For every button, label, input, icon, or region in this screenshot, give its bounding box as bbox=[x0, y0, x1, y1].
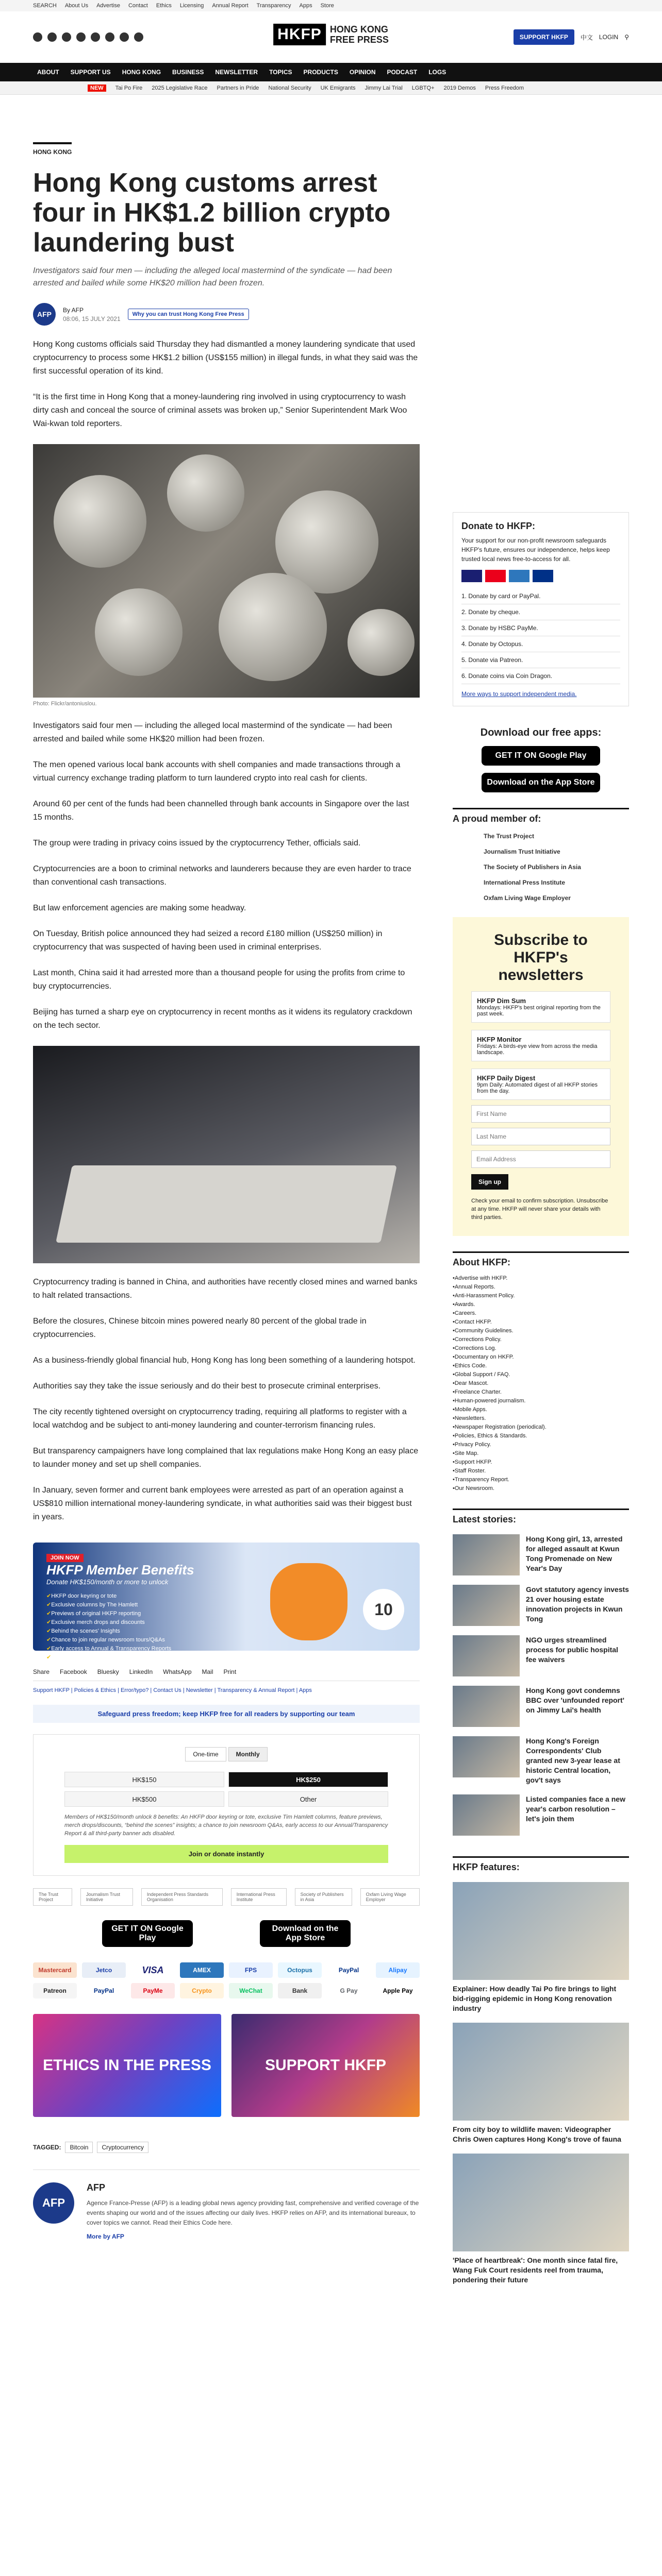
latest-title: Latest stories: bbox=[453, 1509, 629, 1525]
sidebar bbox=[453, 95, 629, 2285]
support-button[interactable]: SUPPORT HKFP bbox=[514, 29, 574, 45]
feature-story[interactable] bbox=[453, 2154, 629, 2285]
last-name-field[interactable]: Last Name bbox=[471, 1128, 610, 1145]
about-link[interactable]: • Anti-Harassment Policy. bbox=[453, 1292, 629, 1300]
about-link[interactable]: • Staff Roster. bbox=[453, 1467, 629, 1476]
topbar-store[interactable]: Store bbox=[320, 3, 334, 9]
x-icon[interactable] bbox=[47, 32, 57, 42]
latest-story[interactable] bbox=[453, 1686, 629, 1727]
newsletter-name: HKFP Dim Sum bbox=[477, 997, 526, 1005]
more-ways-link[interactable]: More ways to support independent media. bbox=[461, 690, 577, 698]
member-logo[interactable]: The Society of Publishers in Asia bbox=[484, 863, 581, 871]
footer-links[interactable]: Support HKFP | Policies & Ethics | Error/typo? | Contact Us | Newsletter | Transparency & Annual Report | Apps bbox=[33, 1687, 312, 1693]
payment-icon[interactable]: PayPal bbox=[82, 1983, 126, 1998]
about-link[interactable]: • Dear Mascot. bbox=[453, 1379, 629, 1388]
payment-methods bbox=[33, 1962, 420, 1998]
paragraph: In January, seven former and current bank employees were arrested as part of an operation against a US$810 million international money-laundering syndicate, in what authorities said was their biggest bust in years. bbox=[33, 1486, 412, 1521]
newsletter-title: Subscribe to HKFP's newsletters bbox=[494, 931, 588, 984]
share-bluesky[interactable]: Bluesky bbox=[97, 1668, 119, 1675]
topbar-search[interactable]: SEARCH bbox=[33, 3, 57, 9]
share-print[interactable]: Print bbox=[223, 1668, 237, 1675]
bluesky-icon[interactable] bbox=[120, 32, 129, 42]
paragraph: Last month, China said it had arrested more than a thousand people for using the profits from crime to buy cryptocurrencies. bbox=[33, 969, 405, 991]
trending-item[interactable]: National Security bbox=[268, 84, 311, 91]
nav-about[interactable]: ABOUT bbox=[37, 69, 59, 76]
donate-note: Members of HK$150/month unlock 8 benefits: An HKFP door keyring or tote, exclusive Tim Hamlett columns, feature previews, merch drops/discounts, “behind the scenes” insights; a chance to join newsroom Q&As, early access to our Annual/Transparency Report & all third-party banner ads disabled. bbox=[64, 1814, 388, 1837]
article-title: Hong Kong customs arrest four in HK$1.2 billion crypto laundering bust bbox=[33, 168, 391, 258]
story-title[interactable]: Listed companies face a new year's carbon resolution – let's join them bbox=[526, 1795, 625, 1823]
newsletter-desc: Fridays: A birds-eye view from across the media landscape. bbox=[477, 1043, 598, 1056]
first-name-field[interactable]: First Name bbox=[471, 1105, 610, 1123]
logo-line1: HONG KONG bbox=[329, 24, 388, 35]
story-thumbnail[interactable] bbox=[453, 1585, 520, 1626]
trending-item[interactable]: Press Freedom bbox=[485, 84, 524, 91]
author-box-name[interactable]: AFP bbox=[87, 2182, 105, 2193]
newsletter-name: HKFP Monitor bbox=[477, 1036, 522, 1043]
ethics-promo[interactable]: ETHICS IN THE PRESS bbox=[33, 2014, 221, 2117]
benefit-item: ✔ Chance to join regular newsroom tours/Q&As bbox=[46, 1636, 406, 1645]
paragraph: Cryptocurrencies are a boon to criminal networks and launderers because they are even harder to trace than conventional cash transactions. bbox=[33, 865, 411, 887]
story-title[interactable]: Hong Kong girl, 13, arrested for alleged assault at Kwun Tong Promenade on New Year's Day bbox=[526, 1535, 623, 1572]
paragraph: The men opened various local bank accounts with shell companies and made transactions through a virtual currency exchange trading platform to turn laundered crypto into real cash for clients. bbox=[33, 760, 401, 783]
benefit-item: ✔ HKFP door keyring or tote bbox=[46, 1592, 406, 1601]
newsletter-name: HKFP Daily Digest bbox=[477, 1074, 536, 1082]
trending-item[interactable]: Jimmy Lai Trial bbox=[365, 84, 403, 91]
paragraph: But law enforcement agencies are making some headway. bbox=[33, 904, 246, 912]
support-promo[interactable]: SUPPORT HKFP bbox=[231, 2014, 420, 2117]
trending-bar bbox=[0, 81, 662, 95]
payment-icon[interactable]: Octopus bbox=[278, 1962, 322, 1978]
benefit-item: ✔ Exclusive merch drops and discounts bbox=[46, 1618, 406, 1627]
share-mail[interactable]: Mail bbox=[202, 1668, 213, 1675]
feature-title[interactable]: 'Place of heartbreak': One month since fatal fire, Wang Fuk Court residents reel from trauma, pondering their future bbox=[453, 2256, 618, 2284]
payment-icon[interactable]: PayPal bbox=[327, 1962, 371, 1978]
about-link[interactable]: • Privacy Policy. bbox=[453, 1440, 629, 1449]
one-time-tab[interactable]: One-time bbox=[185, 1747, 226, 1761]
topbar-ethics[interactable]: Ethics bbox=[156, 3, 172, 9]
donate-method[interactable]: 3. Donate by HSBC PayMe. bbox=[461, 620, 620, 636]
about-link[interactable]: • Awards. bbox=[453, 1300, 629, 1309]
payment-icon[interactable]: PayMe bbox=[131, 1983, 175, 1998]
share-facebook[interactable]: Facebook bbox=[60, 1668, 87, 1675]
donate-method[interactable]: 6. Donate coins via Coin Dragon. bbox=[461, 668, 620, 684]
tags bbox=[33, 2142, 420, 2153]
latest-story[interactable] bbox=[453, 1736, 629, 1785]
byline bbox=[33, 303, 420, 326]
about-link[interactable]: • Contact HKFP. bbox=[453, 1318, 629, 1327]
paragraph: Investigators said four men — including the alleged local mastermind of the syndicate — had been arrested and bailed while some HK$20 million had been frozen. bbox=[33, 721, 392, 743]
share-label: Share bbox=[33, 1668, 50, 1675]
about-link[interactable]: • Annual Reports. bbox=[453, 1283, 629, 1292]
payment-icon[interactable]: Crypto bbox=[180, 1983, 224, 1998]
about-link[interactable]: • Site Map. bbox=[453, 1449, 629, 1458]
nav-hong-kong[interactable]: HONG KONG bbox=[122, 69, 161, 76]
trending-item[interactable]: LGBTQ+ bbox=[411, 84, 435, 91]
anniversary-badge: 10 bbox=[363, 1589, 404, 1630]
author-name[interactable]: By AFP bbox=[63, 306, 84, 314]
mascot-image bbox=[270, 1563, 347, 1640]
donate-text: Your support for our non-profit newsroom safeguards HKFP's future, ensures our independence, helps keep trusted local news free-to-access for all. bbox=[461, 537, 610, 563]
about-link[interactable]: • Human-powered journalism. bbox=[453, 1397, 629, 1405]
signup-note: Check your email to confirm subscription. Unsubscribe at any time. HKFP will never share your details with third parties. bbox=[471, 1198, 608, 1221]
about-link[interactable]: • Global Support / FAQ. bbox=[453, 1370, 629, 1379]
bitcoin-photo bbox=[33, 444, 420, 698]
threads-icon[interactable] bbox=[105, 32, 114, 42]
member-logo[interactable]: The Trust Project bbox=[484, 833, 535, 840]
about-link[interactable]: • Policies, Ethics & Standards. bbox=[453, 1432, 629, 1440]
about-link[interactable]: • Corrections Log. bbox=[453, 1344, 629, 1353]
photo-caption: Photo: Flickr/antoniuslou. bbox=[33, 701, 97, 707]
feature-thumbnail[interactable] bbox=[453, 2154, 629, 2251]
about-link[interactable]: • Corrections Policy. bbox=[453, 1335, 629, 1344]
benefits-list bbox=[46, 1592, 406, 1662]
payment-icon[interactable]: WeChat bbox=[229, 1983, 273, 1998]
share-linkedin[interactable]: LinkedIn bbox=[129, 1668, 153, 1675]
topbar-about[interactable]: About Us bbox=[64, 3, 89, 9]
feature-title[interactable]: Explainer: How deadly Tai Po fire brings to light bid-rigging epidemic in Hong Kong renovation industry bbox=[453, 1985, 617, 2012]
features-title: HKFP features: bbox=[453, 1856, 629, 1873]
sidebar-donate bbox=[453, 512, 629, 706]
payment-icon[interactable]: Apple Pay bbox=[376, 1983, 420, 1998]
topbar-transparency[interactable]: Transparency bbox=[256, 3, 291, 9]
apps-title: Download our free apps: bbox=[480, 727, 602, 738]
site-header bbox=[0, 11, 662, 63]
member-logo[interactable]: International Press Institute bbox=[484, 879, 566, 886]
instagram-icon[interactable] bbox=[62, 32, 71, 42]
banner-title: HKFP Member Benefits bbox=[46, 1562, 194, 1578]
amount-option[interactable]: HK$150 bbox=[64, 1772, 224, 1787]
paragraph: On Tuesday, British police announced they had seized a record £180 million (US$250 million) in cryptocurrency that was suspected of having been used in criminal enterprises. bbox=[33, 929, 383, 952]
partner-logo[interactable]: International Press Institute bbox=[231, 1888, 287, 1906]
signup-button[interactable]: Sign up bbox=[471, 1174, 508, 1190]
trending-item[interactable]: Tai Po Fire bbox=[115, 84, 143, 91]
about-link[interactable]: • Community Guidelines. bbox=[453, 1327, 629, 1335]
donate-method[interactable]: 1. Donate by card or PayPal. bbox=[461, 588, 620, 604]
benefit-item: ✔ Early access to Annual & Transparency Reports bbox=[46, 1645, 406, 1653]
article bbox=[33, 95, 420, 2285]
sidebar-app-store[interactable]: Download on the App Store bbox=[482, 773, 600, 792]
feature-title[interactable]: From city boy to wildlife maven: Videographer Chris Owen captures Hong Kong's trove of fauna bbox=[453, 2125, 621, 2143]
about-title: About HKFP: bbox=[453, 1251, 629, 1268]
paragraph: The group were trading in privacy coins issued by the cryptocurrency Tether, officials said. bbox=[33, 839, 361, 848]
paragraph: Cryptocurrency trading is banned in China, and authorities have recently closed mines and warned banks to halt related transactions. bbox=[33, 1278, 418, 1300]
logo-mark: HKFP bbox=[273, 24, 326, 45]
share-whatsapp[interactable]: WhatsApp bbox=[163, 1668, 192, 1675]
trending-item[interactable]: 2019 Demos bbox=[443, 84, 476, 91]
topbar-apps[interactable]: Apps bbox=[299, 3, 312, 9]
story-thumbnail[interactable] bbox=[453, 1794, 520, 1836]
search-icon[interactable]: ⚲ bbox=[624, 33, 629, 41]
donate-method[interactable]: 5. Donate via Patreon. bbox=[461, 652, 620, 668]
about-link[interactable]: • Support HKFP. bbox=[453, 1458, 629, 1467]
benefit-item: ✔ Exclusive columns by The Hamlett bbox=[46, 1601, 406, 1609]
facebook-icon[interactable] bbox=[33, 32, 42, 42]
paragraph: But transparency campaigners have long complained that lax regulations make Hong Kong an easy place to launder money and set up shell companies. bbox=[33, 1447, 419, 1469]
paragraph: Before the closures, Chinese bitcoin mines powered nearly 80 percent of the global trade in cryptocurrencies. bbox=[33, 1317, 367, 1339]
main-nav bbox=[0, 63, 662, 81]
story-title[interactable]: NGO urges streamlined process for public hospital fee waivers bbox=[526, 1636, 618, 1664]
about-link[interactable]: • Advertise with HKFP. bbox=[453, 1274, 629, 1283]
about-link[interactable]: • Ethics Code. bbox=[453, 1362, 629, 1370]
feature-story[interactable] bbox=[453, 2023, 629, 2144]
story-title[interactable]: Govt statutory agency invests 21 over housing estate innovation projects in Kwun Tong bbox=[526, 1585, 629, 1623]
author-box-avatar[interactable]: AFP bbox=[33, 2182, 74, 2224]
nav-opinion[interactable]: OPINION bbox=[349, 69, 376, 76]
about-list bbox=[453, 1274, 629, 1493]
story-thumbnail[interactable] bbox=[453, 1686, 520, 1727]
payment-icon[interactable]: G Pay bbox=[327, 1983, 371, 1998]
member-benefits-banner[interactable] bbox=[33, 1543, 420, 1660]
join-donate-button[interactable]: Join or donate instantly bbox=[64, 1845, 388, 1863]
payment-icon[interactable]: Jetco bbox=[82, 1962, 126, 1978]
nav-business[interactable]: BUSINESS bbox=[172, 69, 204, 76]
story-title[interactable]: Hong Kong's Foreign Correspondents' Club granted new 3-year lease at historic Central location, gov't says bbox=[526, 1737, 620, 1784]
trending-item[interactable]: UK Emigrants bbox=[320, 84, 356, 91]
newsletter-option[interactable] bbox=[471, 1030, 610, 1061]
nav-newsletter[interactable]: NEWSLETTER bbox=[215, 69, 258, 76]
new-badge: NEW bbox=[88, 84, 106, 92]
newsletter-signup bbox=[453, 917, 629, 1236]
trust-link[interactable]: Why you can trust Hong Kong Free Press bbox=[128, 309, 249, 320]
paragraph: “It is the first time in Hong Kong that a money-laundering ring involved in using cryptocurrency to wash dirty cash and conceal the source of criminal assets was broken up,” Senior Superintendent Mark Woo Wai-kwan told reporters. bbox=[33, 393, 407, 428]
tag-link[interactable]: Bitcoin bbox=[65, 2142, 93, 2153]
feature-thumbnail[interactable] bbox=[453, 2023, 629, 2121]
donate-widget bbox=[33, 1734, 420, 1876]
amount-option[interactable]: HK$250 bbox=[228, 1772, 388, 1787]
publish-date: 08:06, 15 JULY 2021 bbox=[63, 315, 121, 323]
share-bar bbox=[33, 1668, 420, 1681]
paragraph: Authorities say they take the issue seriously and do their best to prosecute criminal enterprises. bbox=[33, 1382, 381, 1391]
trending-item[interactable]: 2025 Legislative Race bbox=[152, 84, 208, 91]
payment-icon[interactable]: FPS bbox=[229, 1962, 273, 1978]
language-link[interactable]: 中文 bbox=[580, 33, 593, 41]
story-thumbnail[interactable] bbox=[453, 1635, 520, 1676]
utility-bar bbox=[0, 0, 662, 11]
author-bio: Agence France-Presse (AFP) is a leading global news agency providing fast, comprehensive and verified coverage of the events shaping our world and of the issues affecting our daily lives. HKFP relies on AFP, and its international bureaux, to cover topics we cannot. Read their Ethics Code here. bbox=[87, 2199, 419, 2226]
payment-icon[interactable]: Mastercard bbox=[33, 1962, 77, 1978]
about-link[interactable]: • Transparency Report. bbox=[453, 1476, 629, 1484]
newsletter-desc: Mondays: HKFP's best original reporting from the past week. bbox=[477, 1005, 601, 1017]
social-icons bbox=[33, 32, 143, 42]
youtube-icon[interactable] bbox=[76, 32, 86, 42]
partner-logo[interactable]: Oxfam Living Wage Employer bbox=[360, 1888, 420, 1906]
payment-icon[interactable]: Alipay bbox=[376, 1962, 420, 1978]
about-link[interactable]: • Freelance Charter. bbox=[453, 1388, 629, 1397]
logo-text bbox=[330, 24, 389, 45]
paragraph: Hong Kong customs officials said Thursday they had dismantled a money laundering syndicate that used cryptocurrency to process some HK$1.2 billion (US$155 million) in illegal funds, in what they said was the first successful operation of its kind. bbox=[33, 340, 418, 376]
more-by-author[interactable]: More by AFP bbox=[87, 2233, 124, 2240]
nav-products[interactable]: PRODUCTS bbox=[303, 69, 338, 76]
nav-topics[interactable]: TOPICS bbox=[269, 69, 292, 76]
benefit-item: ✔ Previews of original HKFP reporting bbox=[46, 1609, 406, 1618]
tags-label: TAGGED: bbox=[33, 2144, 61, 2151]
card-icons bbox=[461, 570, 620, 582]
amount-option[interactable]: HK$500 bbox=[64, 1791, 224, 1807]
nav-logs[interactable]: LOGS bbox=[428, 69, 446, 76]
partner-logo[interactable]: Society of Publishers in Asia bbox=[295, 1888, 352, 1906]
payment-icon[interactable]: Bank bbox=[278, 1983, 322, 1998]
latest-story[interactable] bbox=[453, 1585, 629, 1626]
latest-story[interactable] bbox=[453, 1794, 629, 1836]
donate-method[interactable]: 2. Donate by cheque. bbox=[461, 604, 620, 620]
trending-item[interactable]: Partners in Pride bbox=[217, 84, 259, 91]
benefit-item: ✔ Behind the scenes' Insights bbox=[46, 1627, 406, 1636]
category-kicker[interactable]: HONG KONG bbox=[33, 142, 72, 156]
site-logo[interactable] bbox=[273, 24, 389, 45]
member-logo[interactable]: Journalism Trust Initiative bbox=[484, 848, 560, 855]
nav-podcast[interactable]: PODCAST bbox=[387, 69, 418, 76]
login-link[interactable]: LOGIN bbox=[599, 33, 619, 41]
about-link[interactable]: • Mobile Apps. bbox=[453, 1405, 629, 1414]
keyboard-photo bbox=[33, 1046, 420, 1263]
email-field[interactable]: Email Address bbox=[471, 1150, 610, 1168]
telegram-icon[interactable] bbox=[91, 32, 100, 42]
story-thumbnail[interactable] bbox=[453, 1736, 520, 1777]
about-link[interactable]: • Careers. bbox=[453, 1309, 629, 1318]
newsletter-option[interactable] bbox=[471, 991, 610, 1023]
app-store-button[interactable]: Download on the App Store bbox=[260, 1920, 351, 1947]
banner-subtitle: Donate HK$150/month or more to unlock bbox=[46, 1578, 169, 1586]
author-box bbox=[33, 2170, 420, 2240]
paragraph: Around 60 per cent of the funds had been channelled through bank accounts in Singapore over the last 15 months. bbox=[33, 800, 409, 822]
topbar-advertise[interactable]: Advertise bbox=[96, 3, 120, 9]
story-title[interactable]: Hong Kong govt condemns BBC over 'unfounded report' on Jimmy Lai's health bbox=[526, 1686, 624, 1714]
partner-logo[interactable]: The Trust Project bbox=[33, 1888, 72, 1906]
donate-title: Donate to HKFP: bbox=[461, 521, 535, 531]
paragraph: The city recently tightened oversight on cryptocurrency trading, requiring all platforms to register with a local watchdog and be subject to anti-money laundering and counter-terrorism financing rules. bbox=[33, 1408, 407, 1430]
sidebar-google-play[interactable]: GET IT ON Google Play bbox=[482, 746, 600, 766]
proud-member-title: A proud member of: bbox=[453, 808, 629, 824]
about-link[interactable]: • Newsletters. bbox=[453, 1414, 629, 1423]
tag-link[interactable]: Cryptocurrency bbox=[97, 2142, 148, 2153]
payment-icon[interactable]: VISA bbox=[131, 1962, 175, 1978]
benefit-item: ✔ All third party banner ads disabled bbox=[46, 1653, 406, 1662]
newsletter-desc: 9pm Daily: Automated digest of all HKFP stories from the day. bbox=[477, 1082, 598, 1094]
paragraph: Beijing has turned a sharp eye on cryptocurrency in recent months as it widens its regulatory crackdown on the tech sector. bbox=[33, 1008, 412, 1030]
paragraph: As a business-friendly global financial hub, Hong Kong has long been something of a laundering hotspot. bbox=[33, 1356, 416, 1365]
payment-icon[interactable]: AMEX bbox=[180, 1962, 224, 1978]
topbar-contact[interactable]: Contact bbox=[128, 3, 148, 9]
author-avatar[interactable]: AFP bbox=[33, 303, 56, 326]
about-link[interactable]: • Documentary on HKFP. bbox=[453, 1353, 629, 1362]
newsletter-option[interactable] bbox=[471, 1069, 610, 1100]
safeguard-banner[interactable]: Safeguard press freedom; keep HKFP free for all readers by supporting our team bbox=[33, 1705, 420, 1723]
about-link[interactable]: • Our Newsroom. bbox=[453, 1484, 629, 1493]
topbar-licensing[interactable]: Licensing bbox=[179, 3, 204, 9]
donate-method[interactable]: 4. Donate by Octopus. bbox=[461, 636, 620, 652]
payment-icon[interactable]: Patreon bbox=[33, 1983, 77, 1998]
story-thumbnail[interactable] bbox=[453, 1534, 520, 1575]
monthly-tab[interactable]: Monthly bbox=[228, 1747, 268, 1761]
nav-support[interactable]: SUPPORT US bbox=[70, 69, 111, 76]
partner-logo[interactable]: Independent Press Standards Organisation bbox=[141, 1888, 223, 1906]
amount-option[interactable]: Other bbox=[228, 1791, 388, 1807]
member-logo[interactable]: Oxfam Living Wage Employer bbox=[484, 894, 571, 902]
partner-logos bbox=[33, 1888, 420, 1906]
google-play-button[interactable]: GET IT ON Google Play bbox=[102, 1920, 193, 1947]
feature-thumbnail[interactable] bbox=[453, 1882, 629, 1980]
about-link[interactable]: • Newspaper Registration (periodical). bbox=[453, 1423, 629, 1432]
feature-story[interactable] bbox=[453, 1882, 629, 2013]
join-now-badge[interactable]: JOIN NOW bbox=[46, 1554, 84, 1562]
topbar-annual[interactable]: Annual Report bbox=[212, 3, 249, 9]
linkedin-icon[interactable] bbox=[134, 32, 143, 42]
logo-line2: FREE PRESS bbox=[329, 35, 389, 45]
partner-logo[interactable]: Journalism Trust Initiative bbox=[80, 1888, 133, 1906]
latest-story[interactable] bbox=[453, 1534, 629, 1575]
article-lede: Investigators said four men — including the alleged local mastermind of the syndicate — had been arrested and bailed while some HK$20 million had been frozen. bbox=[33, 266, 392, 287]
latest-story[interactable] bbox=[453, 1635, 629, 1676]
